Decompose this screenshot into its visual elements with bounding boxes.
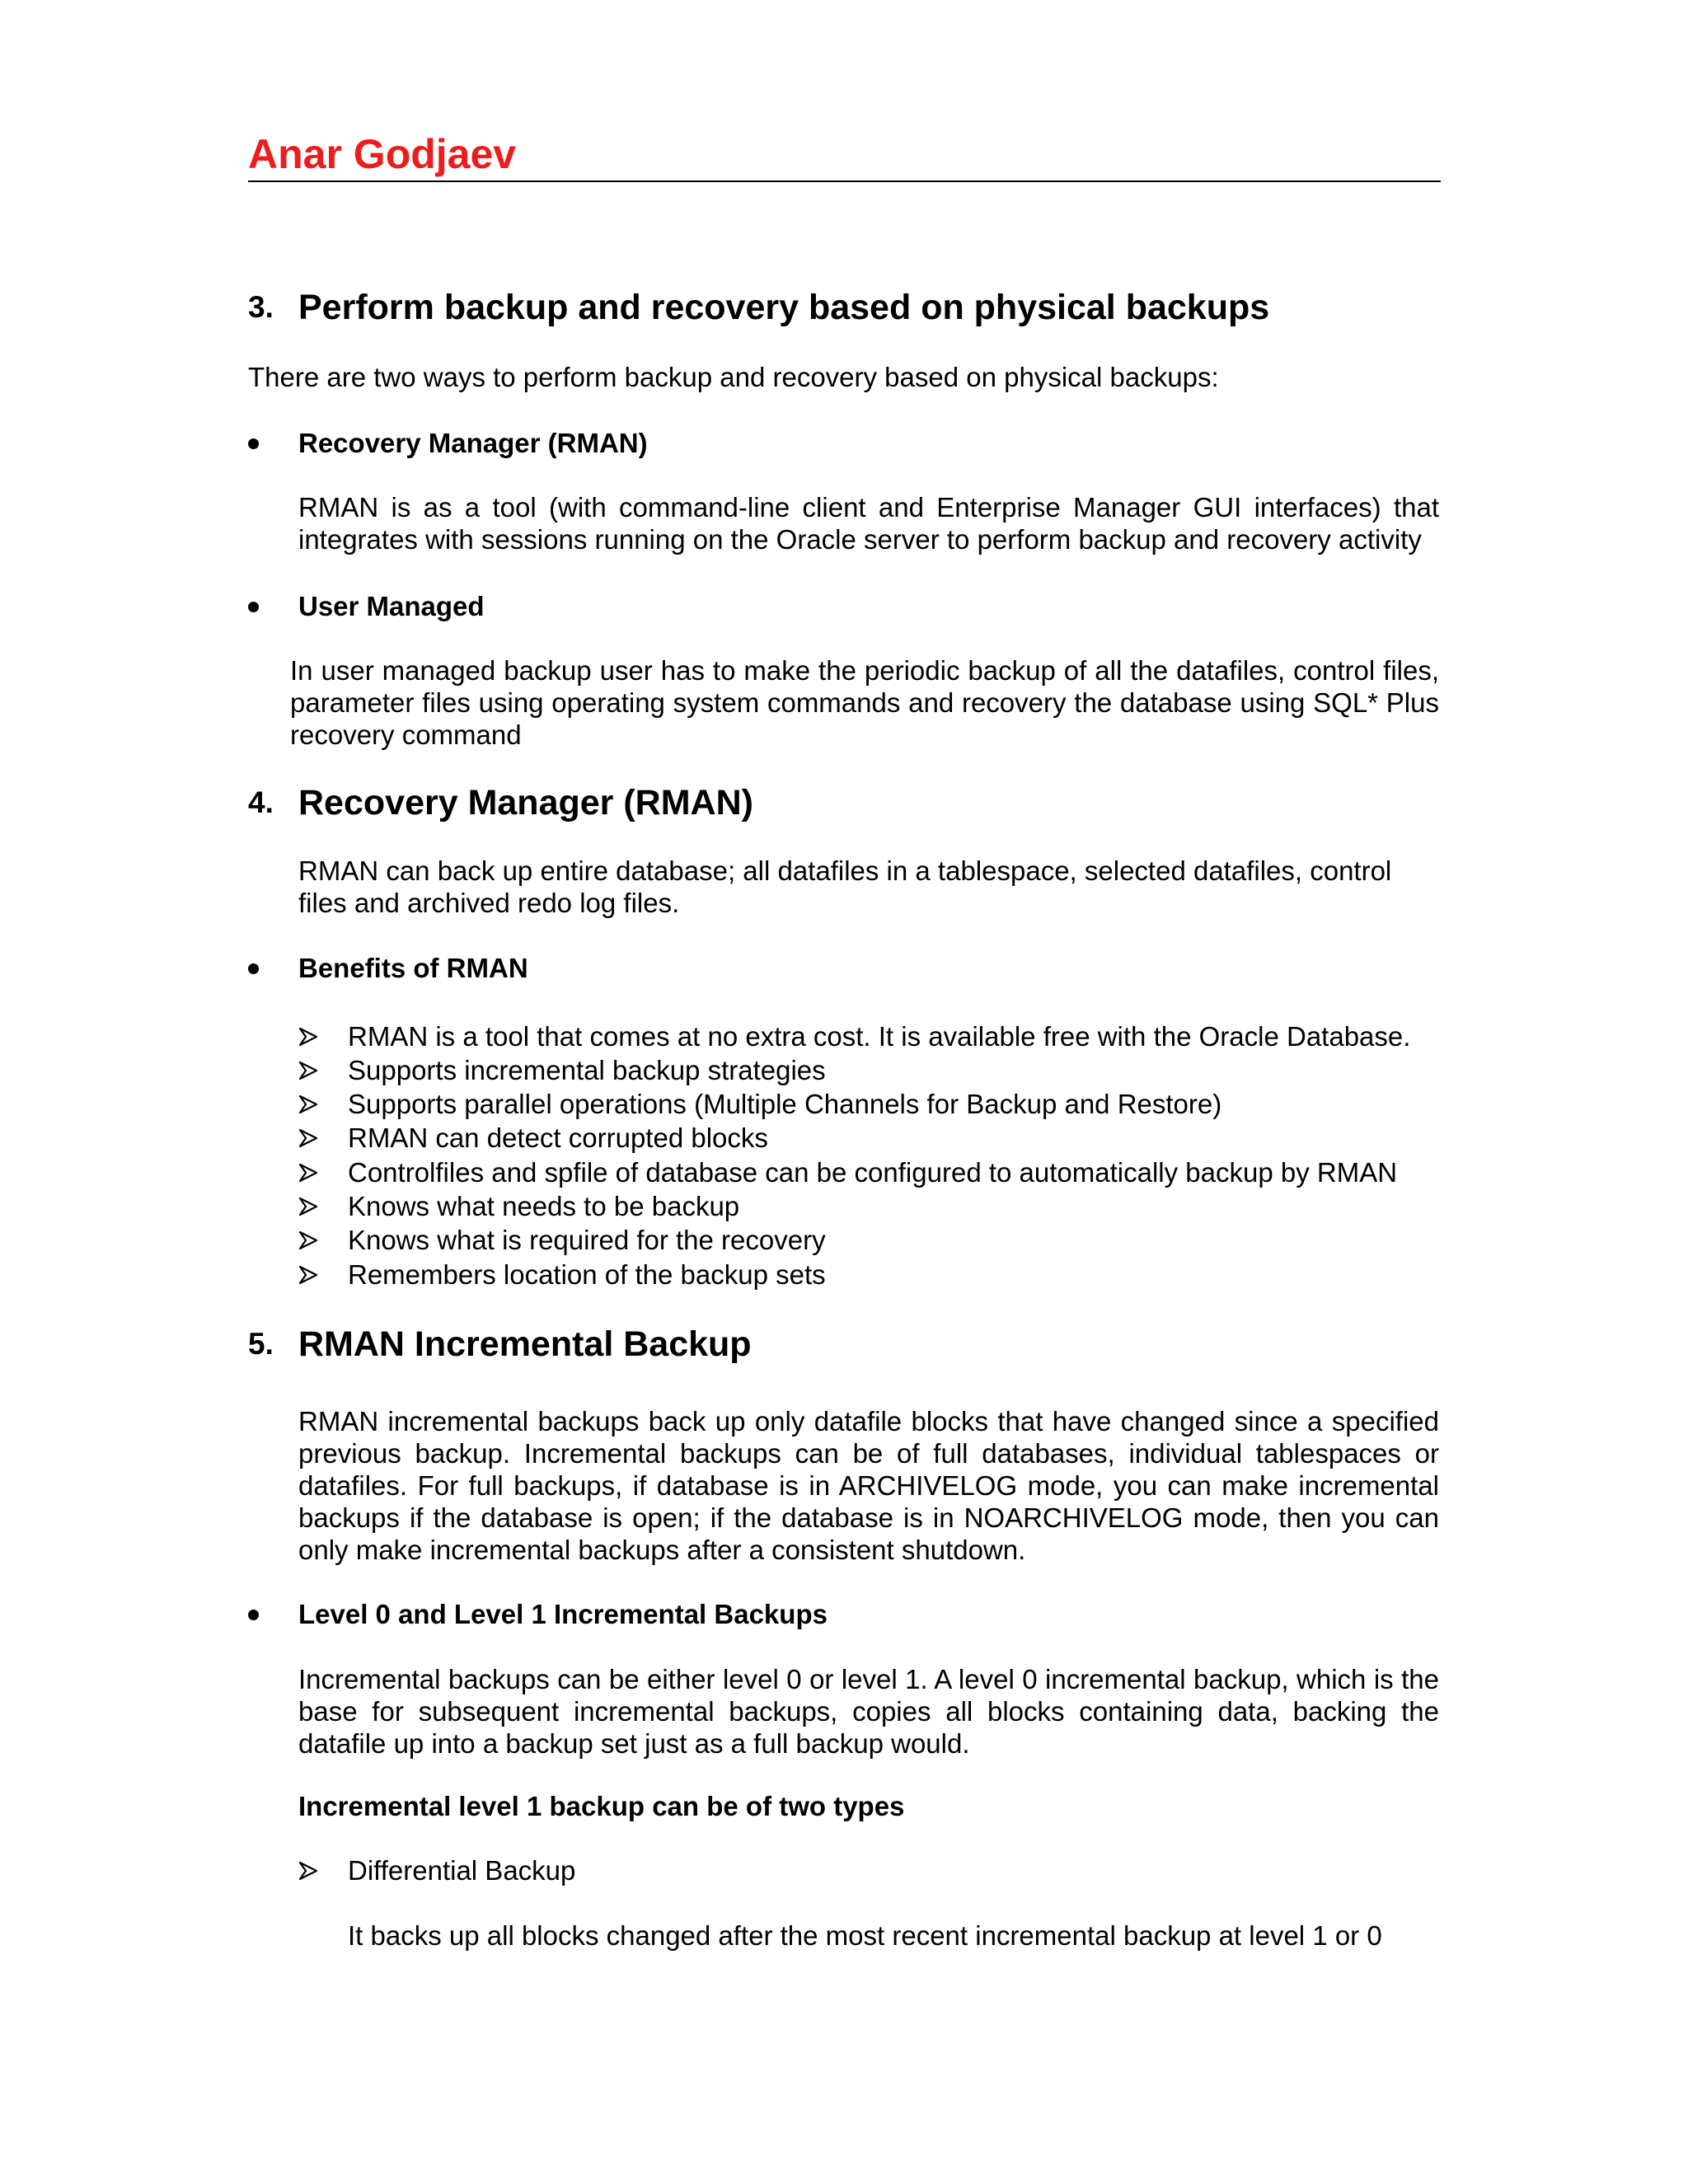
bullet-heading-rman: Recovery Manager (RMAN): [298, 428, 648, 458]
bullet-body-rman: RMAN is as a tool (with command-line client and Enterprise Manager GUI interfaces) that integrates with sessions running on the Oracle server to perform backup and recovery activity: [298, 492, 1439, 555]
arrowhead-bullet-icon: [298, 1028, 318, 1046]
section-5-intro: RMAN incremental backups back up only datafile blocks that have changed since a specified previous backup. Incremental backups can be of full databases, individual tablespaces or datafiles. For full backups, if database is in ARCHIVELOG mode, you can make incremental backups if the database is open; if the database is in NOARCHIVELOG mode, then you can only make incremental backups after a consistent shutdown.: [298, 1406, 1439, 1565]
arrowhead-bullet-icon: [298, 1862, 318, 1880]
section-3-title: Perform backup and recovery based on physical backups: [298, 288, 1270, 327]
author-name: Anar Godjaev: [248, 131, 517, 177]
arrowhead-bullet-icon: [298, 1062, 318, 1080]
section-5-title: RMAN Incremental Backup: [298, 1324, 752, 1364]
benefit-item: RMAN can detect corrupted blocks: [348, 1122, 768, 1153]
bullet-dot: [248, 1610, 259, 1620]
arrowhead-bullet-icon: [298, 1164, 318, 1182]
arrowhead-bullet-icon: [298, 1129, 318, 1147]
type-name-differential: Differential Backup: [348, 1855, 576, 1886]
section-4-number: 4.: [248, 785, 274, 819]
bullet-dot: [248, 438, 259, 449]
bullet-body-user-managed: In user managed backup user has to make the periodic backup of all the datafiles, control files, parameter files using operating system commands and recovery the database using SQL* Plus recovery command: [290, 655, 1439, 750]
type-description-differential: It backs up all blocks changed after the most recent incremental backup at level 1 or 0: [348, 1920, 1382, 1951]
types-heading: Incremental level 1 backup can be of two types: [298, 1791, 905, 1821]
benefit-item: Controlfiles and spfile of database can be configured to automatically backup by RMAN: [348, 1157, 1398, 1188]
bullet-dot: [248, 963, 259, 974]
benefit-item: Knows what is required for the recovery: [348, 1225, 826, 1255]
bullet-dot: [248, 602, 259, 612]
section-4-title: Recovery Manager (RMAN): [298, 783, 753, 823]
level-heading: Level 0 and Level 1 Incremental Backups: [298, 1599, 828, 1629]
arrowhead-bullet-icon: [298, 1231, 318, 1249]
section-4-intro: RMAN can back up entire database; all datafiles in a tablespace, selected datafiles, control files and archived redo log files.: [298, 855, 1392, 918]
benefit-item: RMAN is a tool that comes at no extra cost. It is available free with the Oracle Database.: [348, 1021, 1411, 1052]
arrowhead-bullet-icon: [298, 1095, 318, 1113]
benefits-heading: Benefits of RMAN: [298, 953, 528, 983]
arrowhead-bullet-icon: [298, 1197, 318, 1216]
header-rule: [248, 180, 1441, 182]
benefit-item: Remembers location of the backup sets: [348, 1259, 826, 1290]
section-3-intro: There are two ways to perform backup and recovery based on physical backups:: [248, 362, 1219, 392]
section-5-number: 5.: [248, 1327, 274, 1361]
section-3-number: 3.: [248, 290, 274, 324]
arrowhead-bullet-icon: [298, 1266, 318, 1284]
benefit-item: Knows what needs to be backup: [348, 1191, 740, 1221]
level-body: Incremental backups can be either level 0 or level 1. A level 0 incremental backup, which is the base for subsequent incremental backups, copies all blocks containing data, backing the datafile up into a backup set just as a full backup would.: [298, 1664, 1439, 1759]
benefit-item: Supports parallel operations (Multiple Channels for Backup and Restore): [348, 1089, 1222, 1119]
bullet-heading-user-managed: User Managed: [298, 591, 485, 621]
benefit-item: Supports incremental backup strategies: [348, 1055, 826, 1085]
